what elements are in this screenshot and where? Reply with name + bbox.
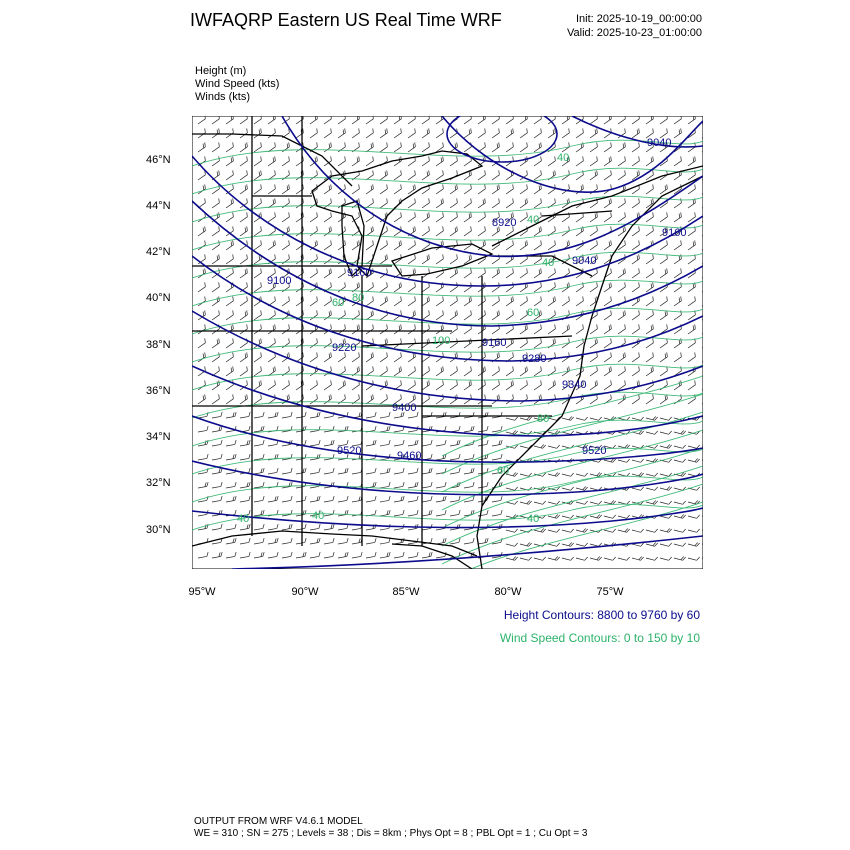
height-contour-label: 9100 (267, 275, 292, 287)
wind-contour-label: 60 (497, 465, 510, 477)
height-contour-legend: Height Contours: 8800 to 9760 by 60 (503, 608, 700, 622)
lon-label-75w: 75°W (596, 586, 624, 598)
lat-label-32n: 32°N (146, 477, 171, 489)
model-output-line: OUTPUT FROM WRF V4.6.1 MODEL (194, 816, 363, 827)
map-title: IWFAQRP Eastern US Real Time WRF (190, 10, 502, 30)
wind-contour-legend: Wind Speed Contours: 0 to 150 by 10 (499, 631, 700, 645)
lat-label-44n: 44°N (146, 200, 171, 212)
init-time: Init: 2025-10-19_00:00:00 (576, 13, 702, 25)
height-contour-label: 9040 (572, 255, 597, 267)
height-contour-label: 9040 (647, 137, 672, 149)
lon-label-80w: 80°W (494, 586, 522, 598)
height-contour-label: 8920 (492, 217, 517, 229)
height-contour-label: 9220 (332, 342, 357, 354)
height-contour-label: 9520 (582, 445, 607, 457)
height-contour-label: 9160 (482, 337, 507, 349)
wind-contour-label: 40 (527, 214, 540, 226)
lon-label-85w: 85°W (392, 586, 420, 598)
height-contour-label: 9160 (347, 267, 372, 279)
wind-contour-label: 80 (352, 292, 365, 304)
wind-contour-label: 60 (332, 297, 345, 309)
wind-contour-label: 40 (237, 513, 250, 525)
field-height-label: Height (m) (195, 65, 247, 77)
height-contour-label: 9460 (397, 450, 422, 462)
wind-contour-label: 40 (557, 152, 570, 164)
wind-contour-label: 40 (527, 513, 540, 525)
wind-contour-label: 80 (537, 413, 550, 425)
lon-label-95w: 95°W (188, 586, 216, 598)
height-contour-label: 9400 (392, 402, 417, 414)
valid-time: Valid: 2025-10-23_01:00:00 (567, 27, 702, 39)
field-wind-speed-label: Wind Speed (kts) (195, 78, 280, 90)
field-winds-label: Winds (kts) (195, 91, 250, 103)
lat-label-46n: 46°N (146, 154, 171, 166)
model-config-line: WE = 310 ; SN = 275 ; Levels = 38 ; Dis = 8km ; Phys Opt = 8 ; PBL Opt = 1 ; Cu Opt = 3 (194, 828, 588, 839)
height-contour-label: 9340 (562, 379, 587, 391)
lat-label-38n: 38°N (146, 339, 171, 351)
wind-contour-label: 40 (312, 510, 325, 522)
height-contour-label: 9280 (522, 353, 547, 365)
lat-label-34n: 34°N (146, 431, 171, 443)
lat-label-36n: 36°N (146, 385, 171, 397)
height-contour-label: 9520 (337, 445, 362, 457)
wind-contour-label: 100 (432, 335, 451, 347)
wind-contour-label: 40 (542, 257, 555, 269)
wind-contour-label: 60 (527, 307, 540, 319)
lon-label-90w: 90°W (291, 586, 319, 598)
lat-label-42n: 42°N (146, 246, 171, 258)
weather-map (192, 116, 703, 569)
lat-label-40n: 40°N (146, 292, 171, 304)
lat-label-30n: 30°N (146, 524, 171, 536)
height-contour-label: 9160 (662, 227, 687, 239)
